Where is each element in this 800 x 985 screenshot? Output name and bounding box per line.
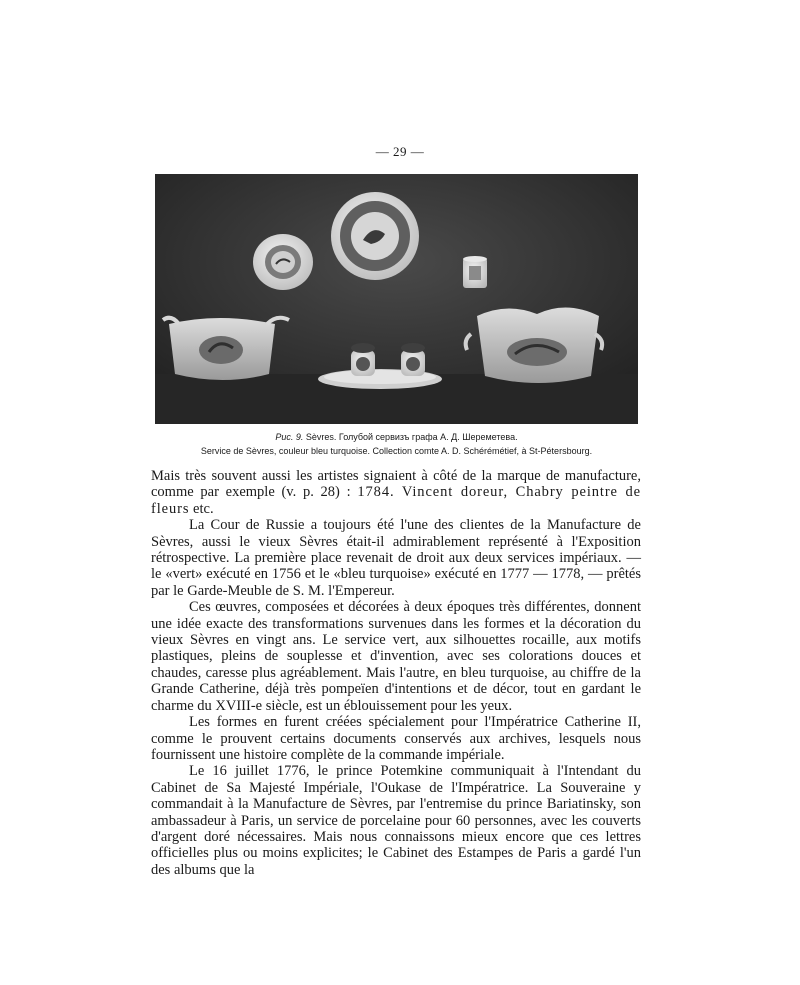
small-cup bbox=[463, 256, 487, 288]
large-plate bbox=[331, 192, 419, 280]
figure-label: Рис. 9. bbox=[275, 432, 304, 442]
figure-caption-ru-text: Sèvres. Голубой сервизъ графа А. Д. Шереметева. bbox=[305, 432, 518, 442]
paragraph-3: Ces œuvres, composées et décorées à deux époques très différentes, donnent une idée exacte des transformations survenues dans les formes et la décoration du vieux Sèvres en vingt ans. Le service vert, aux silhouettes rocaille, aux motifs plastiques, pleins de souplesse et d'invention, avec ses colorations douces et chaudes, caresse plus agréablement. Mais l'autre, en bleu turquoise, au chiffre de la Grande Catherine, déjà très pompeïen d'intentions et de décor, tout en gardant le charme du XVIII-e siècle, est un éblouissement pour les yeux. bbox=[151, 599, 641, 714]
paragraph-1-spaced-text: 1784. Vincent doreur, Chabry peintre de fleurs bbox=[151, 484, 641, 517]
paragraph-2: La Cour de Russie a toujours été l'une des clientes de la Manufacture de Sèvres, aussi le vieux Sèvres était-il admirablement représenté à l'Exposition rétrospective. La première place revenait de droit aux deux services impériaux. — le «vert» exécuté en 1756 et le «bleu turquoise» exécuté en 1777 — 1778, — prêtés par le Garde-Meuble de S. M. l'Empereur. bbox=[151, 517, 641, 599]
small-saucer bbox=[253, 234, 313, 290]
page-number: — 29 — bbox=[375, 144, 425, 159]
figure-photo bbox=[155, 174, 638, 424]
paragraph-5: Le 16 juillet 1776, le prince Potemkine communiquait à l'Intendant du Cabinet de Sa Majesté Impériale, l'Oukase de l'Impératrice. La Souveraine y commandait à la Manufacture de Sèvres, par l'entremise du prince Bariatinsky, son ambassadeur à Paris, un service de porcelaine pour 60 personnes, avec les couverts d'argent doré nécessaires. Mais nous connaissons mieux encore que ces lettres officielles plus ou moins explicites; le Cabinet des Estampes de Paris a gardé l'un des albums que la bbox=[151, 763, 641, 878]
paragraph-1-text-a: Mais très souvent aussi les artistes signaient à côté de la marque de manufacture, comme par exemple (v. p. 28) : bbox=[151, 468, 641, 501]
paragraph-1-text-b: etc. bbox=[189, 500, 214, 517]
right-jardiniere bbox=[466, 307, 602, 383]
figure-caption-french: Service de Sèvres, couleur bleu turquoise. Collection comte A. D. Schérémétief, à St-Pétersbourg. bbox=[200, 446, 593, 456]
figure-caption-russian bbox=[155, 431, 638, 443]
body-text bbox=[151, 468, 641, 878]
paragraph-4: Les formes en furent créées spécialement pour l'Impératrice Catherine II, comme le prouvent certains documents conservés aux archives, lesquels nous fournissent une histoire complète de la commande impériale. bbox=[151, 714, 641, 763]
paragraph-1 bbox=[151, 468, 641, 517]
